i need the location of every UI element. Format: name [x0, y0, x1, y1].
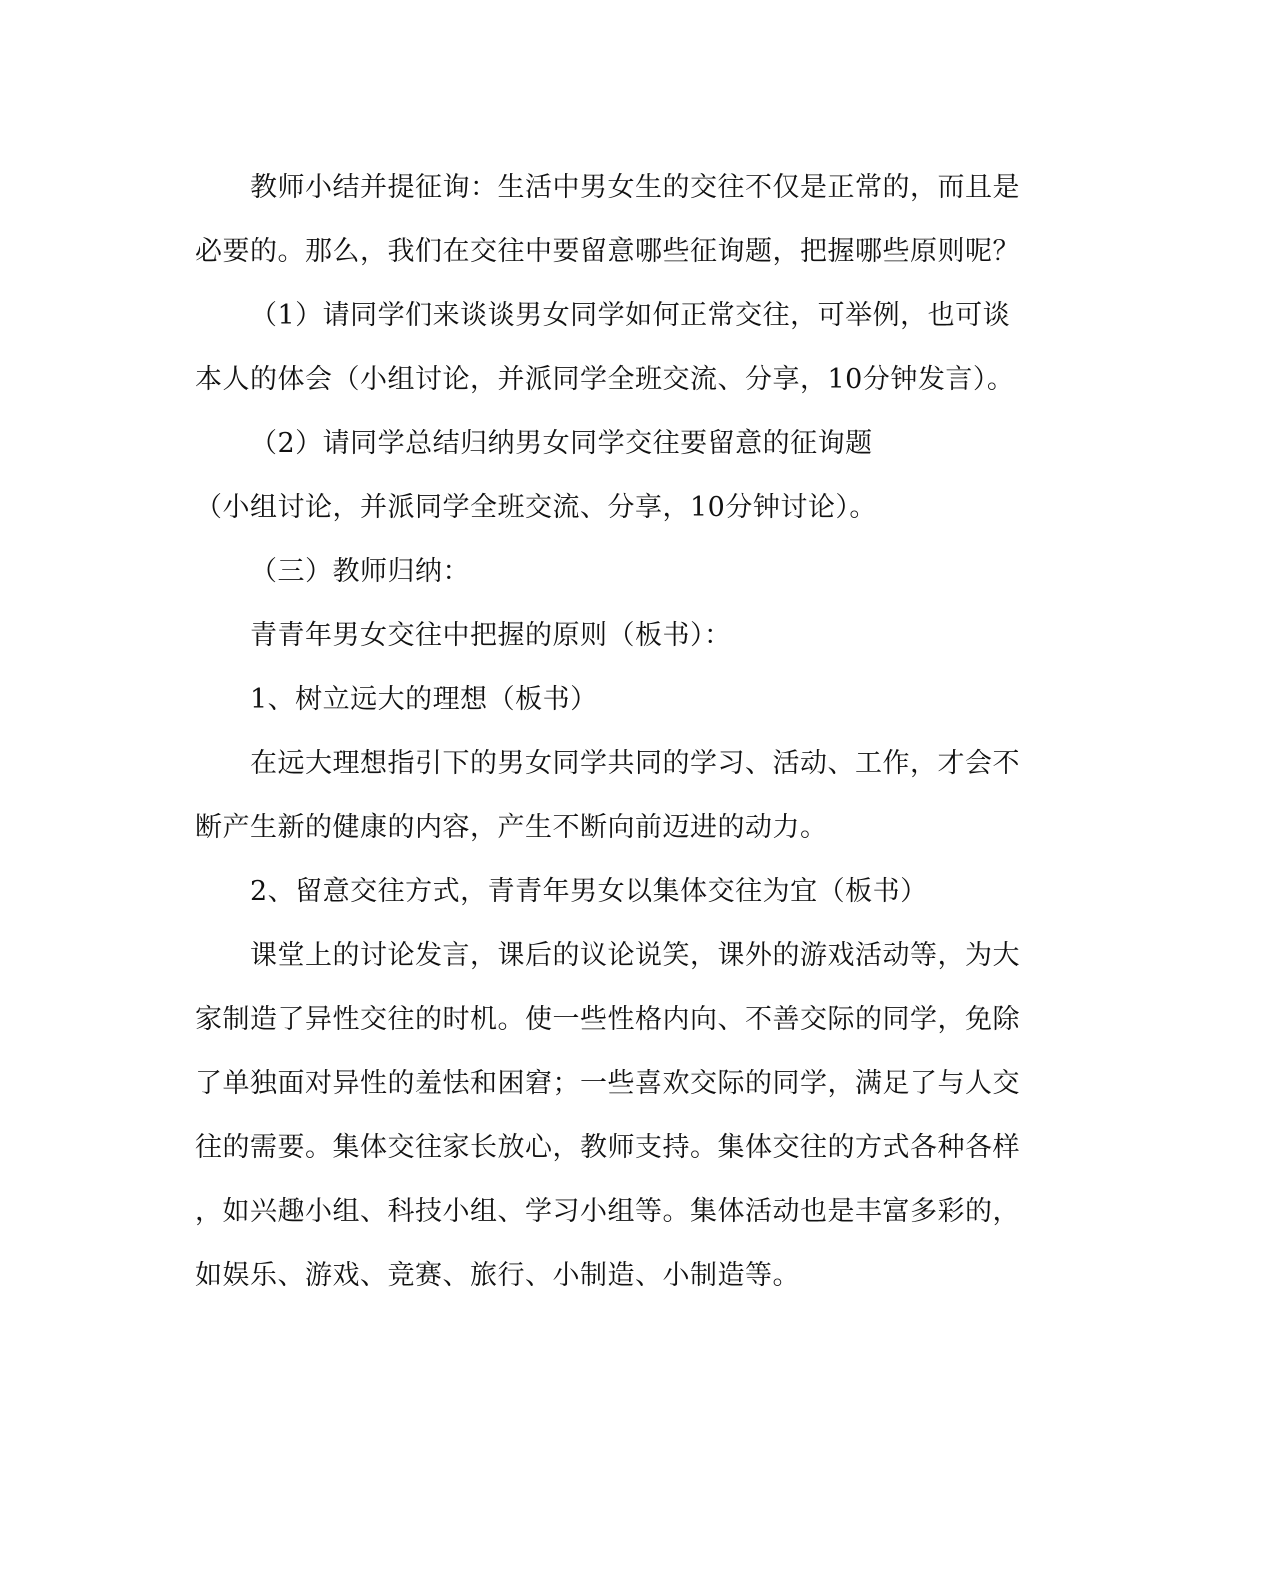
- text-line-12: 2、留意交往方式，青青年男女以集体交往为宜（板书）: [250, 876, 928, 907]
- text-line-15: 了单独面对异性的羞怯和困窘；一些喜欢交际的同学，满足了与人交: [195, 1068, 1020, 1099]
- text-line-9: 1、树立远大的理想（板书）: [250, 684, 598, 715]
- text-line-2: 必要的。那么，我们在交往中要留意哪些征询题，把握哪些原则呢？: [195, 236, 1020, 267]
- text-line-18: 如娱乐、游戏、竞赛、旅行、小制造、小制造等。: [195, 1260, 800, 1291]
- text-line-7: （三）教师归纳：: [250, 556, 470, 587]
- text-line-11: 断产生新的健康的内容，产生不断向前迈进的动力。: [195, 812, 828, 843]
- text-line-6: （小组讨论，并派同学全班交流、分享，10分钟讨论）。: [195, 492, 877, 523]
- text-line-1: 教师小结并提征询：生活中男女生的交往不仅是正常的，而且是: [250, 172, 1020, 203]
- text-line-13: 课堂上的讨论发言，课后的议论说笑，课外的游戏活动等，为大: [250, 940, 1020, 971]
- text-line-14: 家制造了异性交往的时机。使一些性格内向、不善交际的同学，免除: [195, 1004, 1020, 1035]
- text-line-4: 本人的体会（小组讨论，并派同学全班交流、分享，10分钟发言）。: [195, 364, 1015, 395]
- text-line-17: ，如兴趣小组、科技小组、学习小组等。集体活动也是丰富多彩的，: [195, 1196, 1020, 1227]
- text-line-16: 往的需要。集体交往家长放心，教师支持。集体交往的方式各种各样: [195, 1132, 1020, 1163]
- text-line-3: （1）请同学们来谈谈男女同学如何正常交往，可举例，也可谈: [250, 300, 1011, 331]
- text-line-5: （2）请同学总结归纳男女同学交往要留意的征询题: [250, 428, 873, 459]
- text-line-8: 青青年男女交往中把握的原则（板书）：: [250, 620, 732, 651]
- text-line-10: 在远大理想指引下的男女同学共同的学习、活动、工作，才会不: [250, 748, 1020, 779]
